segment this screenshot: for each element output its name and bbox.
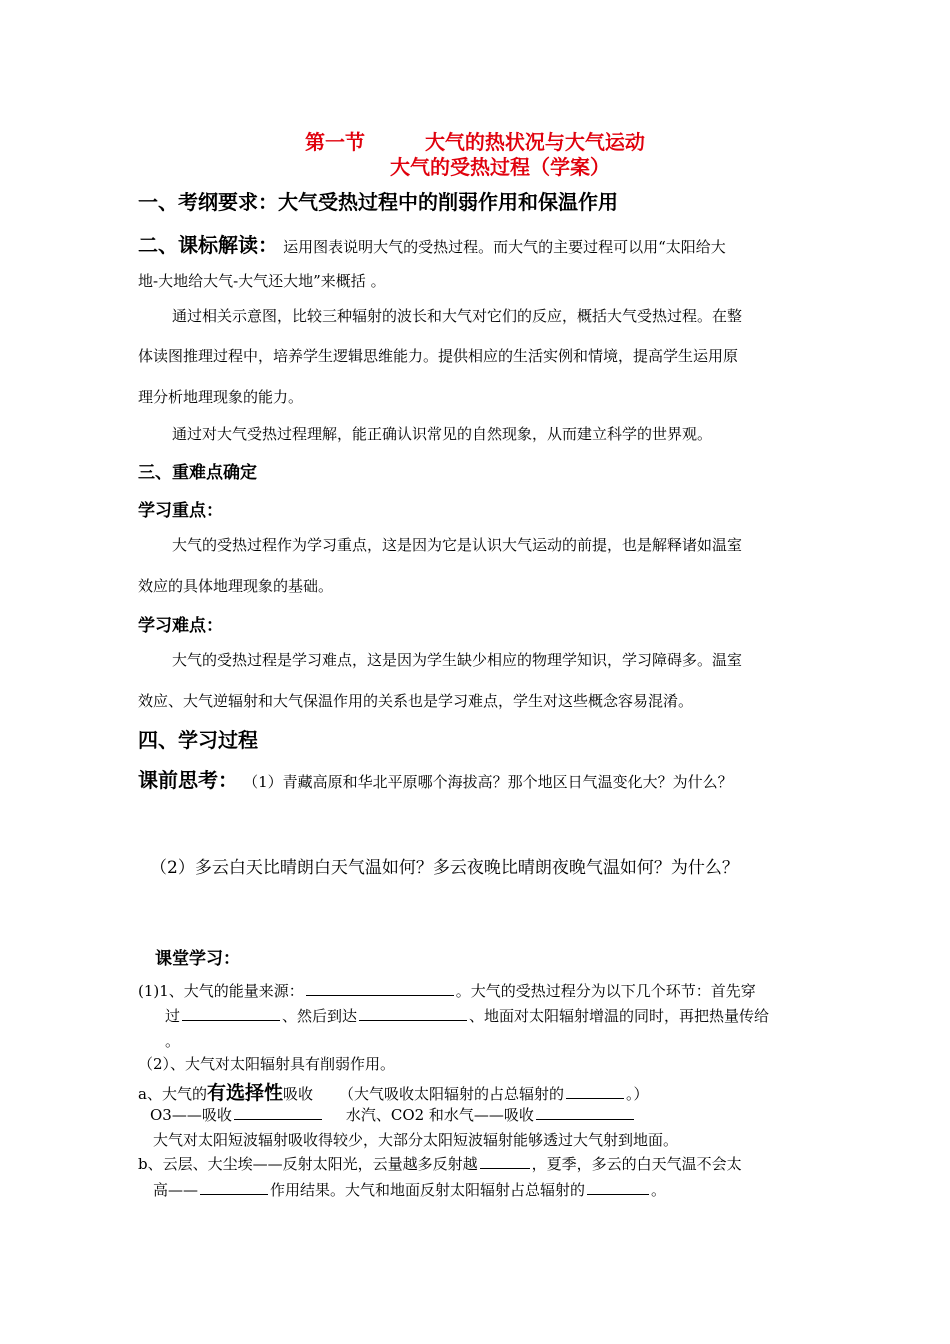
section-3-heading: 三、重难点确定: [138, 463, 257, 483]
focus-text-line1: 大气的受热过程作为学习重点，这是因为它是认识大气运动的前提，也是解释诸如温室: [172, 536, 743, 554]
difficulty-text-line2: 效应、大气逆辐射和大气保温作用的关系也是学习难点，学生对这些概念容易混淆。: [138, 692, 694, 710]
section-2-para2-line1: 通过相关示意图，比较三种辐射的波长和大气对它们的反应，概括大气受热过程。在整: [172, 307, 743, 325]
class-item-1-line3: 。: [165, 1032, 181, 1050]
section-2-para2-line3: 理分析地理现象的能力。: [138, 388, 304, 406]
reflect-blank[interactable]: [480, 1153, 530, 1169]
absorb-line: O3——吸收 水汽、CO2 和水气——吸收: [150, 1104, 636, 1125]
class-item-2: （2）、大气对太阳辐射具有削弱作用。: [138, 1055, 396, 1073]
absorb-ratio-blank[interactable]: [566, 1083, 624, 1099]
section-2-heading: 二、课标解读：: [138, 233, 278, 257]
page-title-line2: 大气的受热过程（学案）: [390, 155, 610, 179]
section-4-heading: 四、学习过程: [138, 728, 258, 752]
difficulty-heading: 学习难点：: [138, 616, 223, 636]
section-1-heading: 一、考纲要求：大气受热过程中的削弱作用和保温作用: [138, 190, 618, 214]
class-learning-label: 课堂学习：: [155, 949, 240, 969]
short-wave-note: 大气对太阳短波辐射吸收得较少，大部分太阳短波辐射能够透过大气射到地面。: [153, 1131, 679, 1149]
preview-question-1: [138, 764, 733, 793]
item-b-line1: b、云层、大尘埃——反射太阳光，云量越多反射越 ，夏季，多云的白天气温不会太: [138, 1155, 742, 1173]
selective-emphasis: 有选择性: [206, 1082, 283, 1104]
section-2-line1: [138, 229, 726, 258]
focus-heading: 学习重点：: [138, 501, 223, 521]
section-2-text2: 地-大地给大气-大气还大地”来概括 。: [138, 272, 386, 290]
section-2-para2-line2: 体读图推理过程中，培养学生逻辑思维能力。提供相应的生活实例和情境，提高学生运用原: [138, 347, 739, 365]
water-absorb-blank[interactable]: [536, 1104, 634, 1120]
preview-label: 课前思考：: [138, 768, 238, 792]
question-2-text: （2）多云白天比晴朗白天气温如何？多云夜晚比晴朗夜晚气温如何？为什么？: [150, 858, 739, 878]
question-1-text: （1）青藏高原和华北平原哪个海拔高？那个地区日气温变化大？为什么？: [243, 773, 733, 791]
section-2-para3: 通过对大气受热过程理解，能正确认识常见的自然现象，从而建立科学的世界观。: [172, 425, 713, 443]
energy-source-blank[interactable]: [306, 980, 454, 996]
class-item-1-line2: 过 、然后到达 、地面对太阳辐射增温的同时，再把热量传给: [165, 1007, 770, 1025]
focus-text-line2: 效应的具体地理现象的基础。: [138, 577, 334, 595]
pass-through-blank[interactable]: [182, 1005, 280, 1021]
reach-blank[interactable]: [359, 1005, 467, 1021]
reflect-ratio-blank[interactable]: [587, 1179, 649, 1195]
effect-blank[interactable]: [200, 1179, 268, 1195]
class-item-1-line1: (1)1、大气的能量来源： 。大气的受热过程分为以下几个环节：首先穿: [138, 982, 756, 1000]
item-b-line2: 高—— 作用结果。大气和地面反射太阳辐射占总辐射的 。: [153, 1181, 667, 1199]
section-2-text1: 运用图表说明大气的受热过程。而大气的主要过程可以用“太阳给大: [283, 238, 726, 256]
difficulty-text-line1: 大气的受热过程是学习难点，这是因为学生缺少相应的物理学知识，学习障碍多。温室: [172, 651, 743, 669]
title-chapter: 大气的热状况与大气运动: [424, 130, 645, 154]
o3-absorb-blank[interactable]: [234, 1104, 322, 1120]
title-section-number: 第一节: [305, 130, 365, 154]
item-a-line: a、大气的有选择性吸收 （大气吸收太阳辐射的占总辐射的 。）: [138, 1082, 649, 1104]
